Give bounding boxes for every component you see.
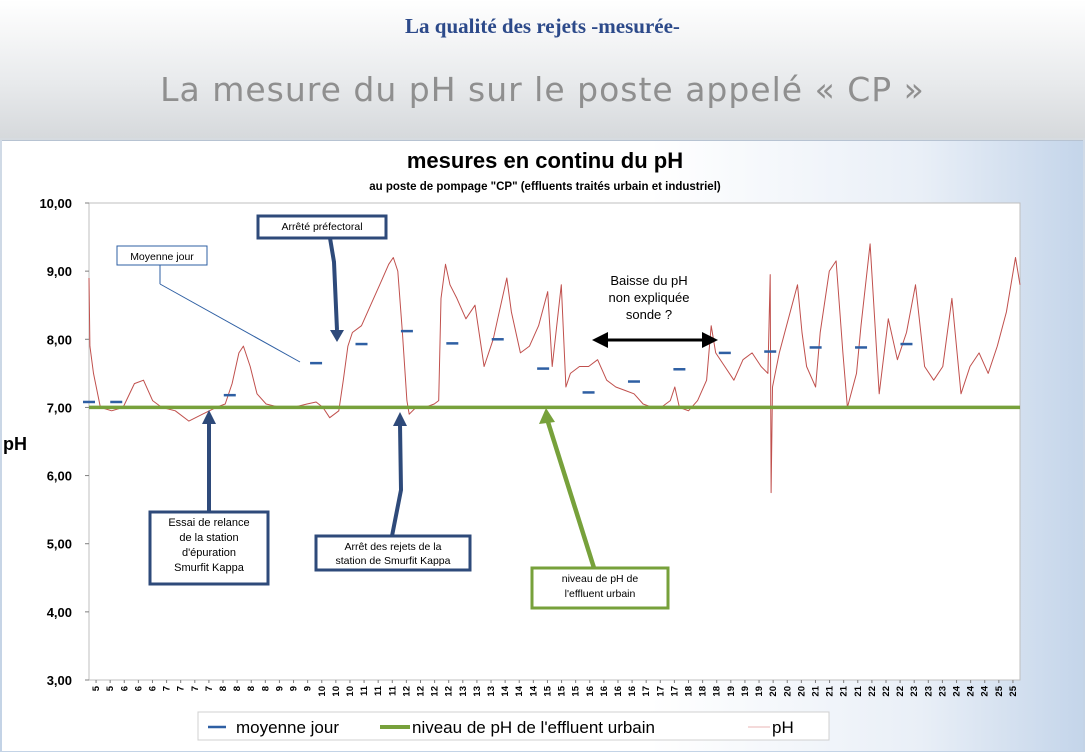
annotation-essai-relance-text: Essai de relance <box>168 517 250 529</box>
y-tick-label: 6,00 <box>46 468 72 484</box>
x-tick-label: 22 <box>866 686 878 697</box>
x-tick-label: 8 <box>246 686 258 692</box>
x-tick-label: 5 <box>91 686 103 692</box>
x-tick-label: 15 <box>556 686 568 697</box>
x-tick-label: 21 <box>852 686 864 697</box>
x-tick-label: 24 <box>951 686 963 697</box>
x-tick-label: 22 <box>895 686 907 697</box>
x-tick-label: 10 <box>330 686 342 697</box>
y-tick-label: 7,00 <box>46 400 72 416</box>
x-tick-label: 20 <box>768 686 780 697</box>
x-tick-label: 11 <box>359 686 371 697</box>
x-tick-label: 14 <box>528 686 540 697</box>
x-tick-label: 7 <box>175 686 187 692</box>
x-tick-label: 19 <box>739 686 751 697</box>
x-tick-label: 10 <box>316 686 328 697</box>
y-axis-label: pH <box>3 434 27 454</box>
x-tick-label: 16 <box>584 686 596 697</box>
x-tick-label: 10 <box>344 686 356 697</box>
annotation-baisse-ph-text: sonde ? <box>625 307 673 322</box>
x-tick-label: 21 <box>810 686 822 697</box>
x-tick-label: 9 <box>302 686 314 692</box>
x-tick-label: 12 <box>429 686 441 697</box>
x-tick-label: 21 <box>824 686 836 697</box>
x-tick-label: 23 <box>909 686 921 697</box>
x-tick-label: 20 <box>782 686 794 697</box>
x-tick-label: 11 <box>387 686 399 697</box>
legend-label-niveau: niveau de pH de l'effluent urbain <box>412 718 655 737</box>
x-tick-label: 12 <box>415 686 427 697</box>
x-tick-label: 7 <box>161 686 173 692</box>
x-tick-label: 16 <box>627 686 639 697</box>
y-tick-label: 8,00 <box>46 332 72 348</box>
x-tick-label: 24 <box>979 686 991 697</box>
x-tick-label: 25 <box>993 686 1005 697</box>
x-tick-label: 23 <box>937 686 949 697</box>
x-tick-label: 15 <box>542 686 554 697</box>
x-tick-label: 17 <box>669 686 681 697</box>
x-tick-label: 9 <box>274 686 286 692</box>
x-tick-label: 15 <box>570 686 582 697</box>
x-tick-label: 14 <box>500 686 512 697</box>
x-tick-label: 8 <box>218 686 230 692</box>
x-tick-label: 20 <box>796 686 808 697</box>
x-tick-label: 14 <box>514 686 526 697</box>
x-tick-label: 17 <box>655 686 667 697</box>
x-tick-label: 19 <box>754 686 766 697</box>
x-tick-label: 13 <box>471 686 483 697</box>
annotation-arrete-prefectoral-text: Arrêté préfectoral <box>281 221 363 233</box>
x-tick-label: 18 <box>697 686 709 697</box>
x-tick-label: 18 <box>711 686 723 697</box>
legend-label-moyenne: moyenne jour <box>236 718 340 737</box>
x-tick-label: 5 <box>105 686 117 692</box>
x-tick-label: 13 <box>486 686 498 697</box>
x-tick-label: 8 <box>260 686 272 692</box>
x-tick-label: 12 <box>443 686 455 697</box>
chart-subtitle: au poste de pompage "CP" (effluents traités urbain et industriel) <box>369 181 721 193</box>
x-tick-label: 6 <box>147 686 159 692</box>
x-tick-label: 6 <box>119 686 131 692</box>
x-tick-label: 8 <box>232 686 244 692</box>
annotation-baisse-ph-text: non expliquée <box>608 290 690 305</box>
x-tick-label: 16 <box>598 686 610 697</box>
x-tick-label: 24 <box>965 686 977 697</box>
x-tick-label: 21 <box>838 686 850 697</box>
x-tick-label: 25 <box>1007 686 1019 697</box>
x-tick-label: 13 <box>457 686 469 697</box>
annotation-arret-rejets-text: station de Smurfit Kappa <box>335 555 451 567</box>
x-tick-label: 7 <box>189 686 201 692</box>
y-tick-label: 3,00 <box>46 673 72 688</box>
annotation-essai-relance-text: Smurfit Kappa <box>174 562 244 574</box>
slide-subtitle: La qualité des rejets -mesurée- <box>405 14 680 38</box>
annotation-essai-relance-text: d'épuration <box>181 547 237 559</box>
x-tick-label: 16 <box>612 686 624 697</box>
x-tick-label: 7 <box>203 686 215 692</box>
annotation-niveau-urbain-text: l'effluent urbain <box>564 588 636 600</box>
annotation-essai-relance-text: de la station <box>179 532 239 544</box>
annotation-arret-rejets-text: Arrêt des rejets de la <box>344 541 442 553</box>
y-tick-label: 4,00 <box>46 604 72 620</box>
slide-title: La mesure du pH sur le poste appelé « CP » <box>160 70 925 109</box>
chart-title: mesures en continu du pH <box>406 148 684 173</box>
legend-label-ph: pH <box>772 718 794 737</box>
x-tick-label: 9 <box>288 686 300 692</box>
x-tick-label: 6 <box>133 686 145 692</box>
annotation-moyenne-jour-text: Moyenne jour <box>130 251 194 263</box>
x-tick-label: 19 <box>725 686 737 697</box>
annotation-baisse-ph-text: Baisse du pH <box>610 273 688 288</box>
y-tick-label: 9,00 <box>46 264 72 280</box>
x-tick-label: 18 <box>683 686 695 697</box>
x-tick-label: 11 <box>373 686 385 697</box>
x-tick-label: 17 <box>641 686 653 697</box>
x-tick-label: 23 <box>923 686 935 697</box>
x-tick-label: 22 <box>880 686 892 697</box>
y-tick-label: 10,00 <box>39 196 72 211</box>
annotation-niveau-urbain-text: niveau de pH de <box>561 573 639 585</box>
y-tick-label: 5,00 <box>46 536 72 552</box>
x-tick-label: 12 <box>401 686 413 697</box>
